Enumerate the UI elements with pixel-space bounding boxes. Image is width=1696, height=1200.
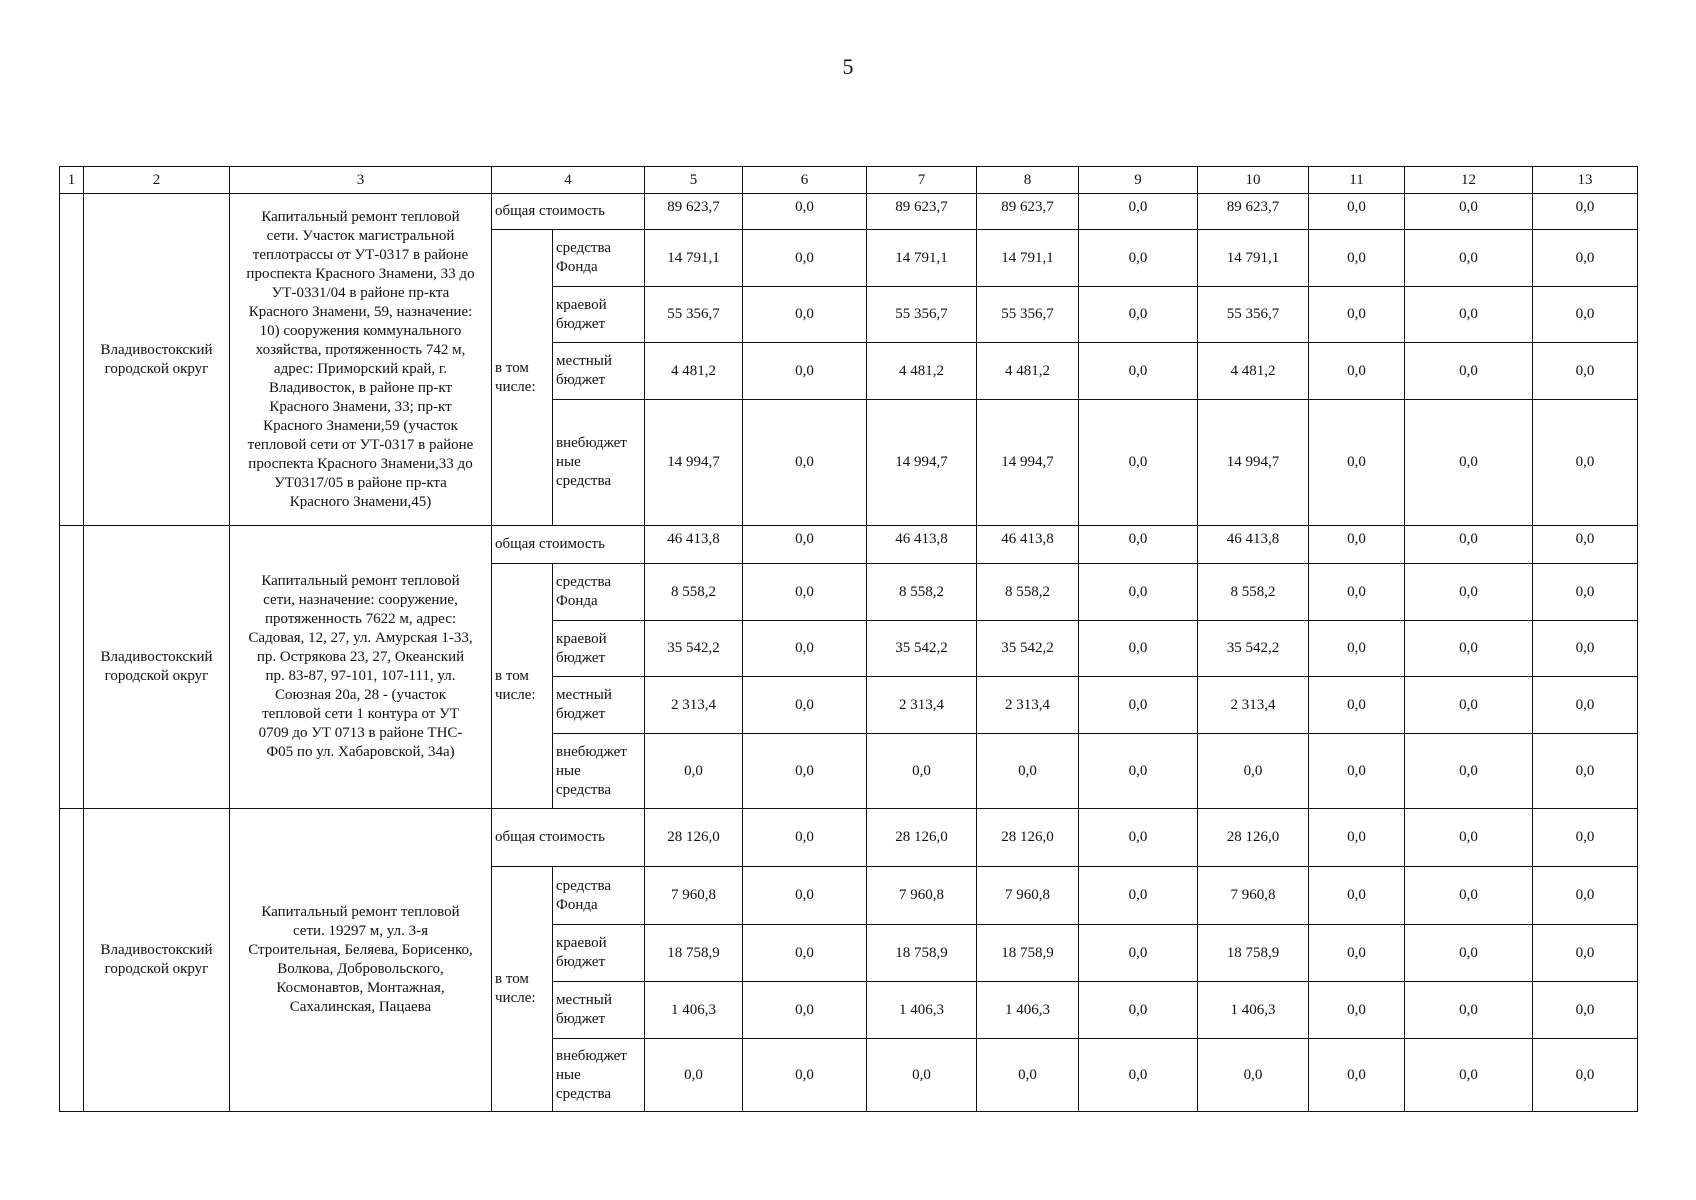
desc-line: Союзная 20а, 28 - (участок (274, 687, 447, 703)
value-cell: 0,0 (645, 1039, 743, 1112)
header-cell: 7 (867, 167, 977, 194)
source-line: средства (556, 877, 612, 894)
region-line: Владивостокский (100, 341, 213, 358)
desc-line: Космонавтов, Монтажная, (276, 980, 445, 996)
desc-line: Ф05 по ул. Хабаровской, 34а) (266, 744, 455, 760)
value-cell: 0,0 (743, 1039, 867, 1112)
value-cell: 0,0 (1309, 526, 1405, 564)
value-cell: 0,0 (743, 982, 867, 1039)
source-regional-label (553, 925, 645, 982)
source-line: средства (556, 240, 612, 256)
header-cell: 9 (1079, 167, 1198, 194)
value-cell: 0,0 (1309, 564, 1405, 621)
value-cell: 89 623,7 (977, 194, 1079, 230)
source-line: ные (556, 1066, 581, 1083)
table-row (60, 809, 1638, 867)
source-extra-label (553, 734, 645, 809)
desc-line: Красного Знамени, 33; пр-кт (269, 398, 452, 415)
value-cell: 8 558,2 (977, 564, 1079, 621)
value-cell: 0,0 (1079, 1039, 1198, 1112)
value-cell: 0,0 (743, 621, 867, 677)
value-cell: 0,0 (1533, 982, 1638, 1039)
value-cell: 0,0 (1079, 677, 1198, 734)
desc-line: Красного Знамени,59 (участок (263, 417, 458, 434)
value-cell: 1 406,3 (977, 982, 1079, 1039)
including-label (492, 564, 553, 809)
source-line: бюджет (556, 706, 606, 722)
source-regional-label (553, 287, 645, 343)
source-line: внебюджет (556, 1047, 627, 1064)
value-cell: 0,0 (1405, 526, 1533, 564)
region-cell (84, 526, 230, 809)
value-cell: 46 413,8 (977, 526, 1079, 564)
value-cell: 0,0 (867, 734, 977, 809)
source-line: средства (556, 473, 612, 489)
value-cell: 0,0 (743, 867, 867, 925)
value-cell: 0,0 (1405, 982, 1533, 1039)
source-line: Фонда (556, 259, 598, 275)
value-cell: 0,0 (1405, 400, 1533, 526)
desc-line: сети. Участок магистральной (266, 227, 455, 244)
including-label (492, 230, 553, 526)
header-cell: 10 (1198, 167, 1309, 194)
value-cell: 0,0 (1079, 982, 1198, 1039)
value-cell: 0,0 (1309, 809, 1405, 867)
header-cell: 4 (492, 167, 645, 194)
desc-line: проспекта Красного Знамени,33 до (248, 455, 473, 472)
total-cost-label: общая стоимость (492, 526, 645, 564)
header-cell: 11 (1309, 167, 1405, 194)
desc-line: Волкова, Добровольского, (277, 961, 444, 977)
value-cell: 4 481,2 (867, 343, 977, 400)
value-cell: 14 791,1 (645, 230, 743, 287)
source-line: бюджет (556, 372, 606, 388)
value-cell: 0,0 (1079, 526, 1198, 564)
value-cell: 0,0 (1079, 621, 1198, 677)
source-line: бюджет (556, 954, 606, 970)
desc-line: протяженность 7622 м, адрес: (264, 611, 457, 627)
desc-line: Садовая, 12, 27, ул. Амурская 1-33, (248, 630, 473, 646)
source-line: внебюджет (556, 743, 627, 760)
value-cell: 0,0 (743, 194, 867, 230)
value-cell: 0,0 (977, 734, 1079, 809)
value-cell: 0,0 (1309, 925, 1405, 982)
value-cell: 55 356,7 (1198, 287, 1309, 343)
value-cell: 0,0 (1079, 194, 1198, 230)
value-cell: 46 413,8 (645, 526, 743, 564)
value-cell: 1 406,3 (867, 982, 977, 1039)
value-cell: 0,0 (1079, 925, 1198, 982)
value-cell: 0,0 (1533, 526, 1638, 564)
header-cell: 3 (230, 167, 492, 194)
including-line: в том (495, 359, 529, 376)
desc-line: адрес: Приморский край, г. (273, 360, 448, 377)
source-line: Фонда (556, 593, 598, 609)
value-cell: 14 791,1 (1198, 230, 1309, 287)
value-cell: 0,0 (1533, 287, 1638, 343)
value-cell: 0,0 (1079, 867, 1198, 925)
value-cell: 18 758,9 (1198, 925, 1309, 982)
source-line: местный (556, 992, 612, 1008)
value-cell: 0,0 (1079, 734, 1198, 809)
value-cell: 14 994,7 (867, 400, 977, 526)
source-local-label (553, 982, 645, 1039)
region-line: городской округ (104, 360, 209, 377)
source-line: бюджет (556, 315, 606, 332)
value-cell: 0,0 (1533, 343, 1638, 400)
value-cell: 0,0 (1309, 194, 1405, 230)
value-cell: 14 791,1 (867, 230, 977, 287)
value-cell: 0,0 (1198, 734, 1309, 809)
value-cell: 7 960,8 (1198, 867, 1309, 925)
desc-line: УТ-0331/04 в районе пр-кта (271, 284, 450, 301)
value-cell: 89 623,7 (1198, 194, 1309, 230)
value-cell: 46 413,8 (867, 526, 977, 564)
desc-line: теплотрассы от УТ-0317 в районе (252, 246, 469, 263)
value-cell: 0,0 (1533, 400, 1638, 526)
value-cell: 1 406,3 (1198, 982, 1309, 1039)
value-cell: 2 313,4 (645, 677, 743, 734)
value-cell: 0,0 (1405, 734, 1533, 809)
total-cost-label: общая стоимость (492, 809, 645, 867)
value-cell: 0,0 (743, 925, 867, 982)
value-cell: 0,0 (743, 400, 867, 526)
desc-line: пр. 83-87, 97-101, 107-111, ул. (265, 668, 456, 684)
total-cost-label: общая стоимость (492, 194, 645, 230)
value-cell: 46 413,8 (1198, 526, 1309, 564)
header-cell: 5 (645, 167, 743, 194)
value-cell: 0,0 (1533, 809, 1638, 867)
value-cell: 1 406,3 (645, 982, 743, 1039)
value-cell: 14 994,7 (977, 400, 1079, 526)
region-line: Владивостокский (100, 942, 213, 958)
value-cell: 89 623,7 (867, 194, 977, 230)
value-cell: 0,0 (1405, 230, 1533, 287)
value-cell: 35 542,2 (977, 621, 1079, 677)
value-cell: 0,0 (1309, 400, 1405, 526)
source-line: ные (556, 762, 581, 779)
desc-line: тепловой сети от УТ-0317 в районе (247, 436, 474, 453)
header-cell: 8 (977, 167, 1079, 194)
value-cell: 89 623,7 (645, 194, 743, 230)
value-cell: 0,0 (1533, 564, 1638, 621)
value-cell: 0,0 (743, 287, 867, 343)
header-cell: 6 (743, 167, 867, 194)
value-cell: 8 558,2 (867, 564, 977, 621)
value-cell: 0,0 (1533, 621, 1638, 677)
value-cell: 2 313,4 (1198, 677, 1309, 734)
value-cell: 0,0 (1405, 564, 1533, 621)
value-cell: 0,0 (1533, 194, 1638, 230)
value-cell: 0,0 (1079, 230, 1198, 287)
value-cell: 0,0 (743, 809, 867, 867)
source-line: бюджет (556, 1011, 606, 1027)
table-row (60, 526, 1638, 564)
value-cell: 28 126,0 (867, 809, 977, 867)
value-cell: 0,0 (1533, 734, 1638, 809)
desc-line: Капитальный ремонт тепловой (261, 208, 460, 225)
desc-line: пр. Острякова 23, 27, Океанский (256, 649, 465, 665)
value-cell: 28 126,0 (645, 809, 743, 867)
value-cell: 0,0 (743, 230, 867, 287)
object-description (230, 809, 492, 1112)
value-cell: 0,0 (1079, 809, 1198, 867)
value-cell: 0,0 (645, 734, 743, 809)
value-cell: 0,0 (1309, 677, 1405, 734)
value-cell: 4 481,2 (1198, 343, 1309, 400)
source-local-label (553, 343, 645, 400)
value-cell: 4 481,2 (645, 343, 743, 400)
source-extra-label (553, 400, 645, 526)
source-line: ные (556, 454, 581, 470)
source-fund-label (553, 230, 645, 287)
value-cell: 0,0 (1533, 867, 1638, 925)
desc-line: Красного Знамени, 59, назначение: (248, 303, 473, 320)
desc-line: Владивосток, в районе пр-кт (268, 379, 453, 396)
source-line: краевой (556, 935, 607, 951)
source-regional-label (553, 621, 645, 677)
value-cell: 18 758,9 (645, 925, 743, 982)
row-number-cell (60, 194, 84, 526)
value-cell: 0,0 (1079, 343, 1198, 400)
value-cell: 0,0 (1533, 1039, 1638, 1112)
value-cell: 0,0 (743, 677, 867, 734)
source-extra-label (553, 1039, 645, 1112)
value-cell: 0,0 (1309, 287, 1405, 343)
desc-line: хозяйства, протяженность 742 м, (255, 341, 466, 358)
including-line: числе: (495, 990, 536, 1006)
region-cell (84, 194, 230, 526)
value-cell: 0,0 (1405, 809, 1533, 867)
value-cell: 2 313,4 (977, 677, 1079, 734)
source-fund-label (553, 564, 645, 621)
value-cell: 0,0 (1309, 230, 1405, 287)
value-cell: 0,0 (1405, 867, 1533, 925)
desc-line: 10) сооружения коммунального (259, 322, 462, 339)
desc-line: сети, назначение: сооружение, (263, 592, 458, 608)
value-cell: 0,0 (1405, 287, 1533, 343)
region-cell (84, 809, 230, 1112)
value-cell: 0,0 (1405, 343, 1533, 400)
including-line: числе: (495, 378, 536, 395)
value-cell: 0,0 (1309, 867, 1405, 925)
source-line: краевой (556, 630, 607, 647)
value-cell: 14 994,7 (1198, 400, 1309, 526)
value-cell: 7 960,8 (977, 867, 1079, 925)
page-number: 5 (842, 54, 854, 79)
including-label (492, 867, 553, 1112)
source-line: средства (556, 574, 612, 590)
value-cell: 2 313,4 (867, 677, 977, 734)
value-cell: 35 542,2 (1198, 621, 1309, 677)
desc-line: Красного Знамени,45) (289, 493, 432, 510)
including-line: в том (495, 668, 529, 684)
value-cell: 0,0 (1405, 1039, 1533, 1112)
source-line: краевой (556, 296, 607, 313)
desc-line: 0709 до УТ 0713 в районе ТНС- (258, 725, 463, 741)
value-cell: 18 758,9 (977, 925, 1079, 982)
value-cell: 7 960,8 (645, 867, 743, 925)
value-cell: 0,0 (1079, 564, 1198, 621)
desc-line: тепловой сети 1 контура от УТ (262, 706, 459, 722)
value-cell: 14 791,1 (977, 230, 1079, 287)
source-local-label (553, 677, 645, 734)
header-cell: 12 (1405, 167, 1533, 194)
value-cell: 0,0 (1405, 925, 1533, 982)
value-cell: 0,0 (1309, 1039, 1405, 1112)
row-number-cell (60, 809, 84, 1112)
header-cell: 2 (84, 167, 230, 194)
value-cell: 35 542,2 (645, 621, 743, 677)
desc-line: Капитальный ремонт тепловой (261, 573, 460, 589)
value-cell: 0,0 (1079, 287, 1198, 343)
value-cell: 0,0 (1309, 982, 1405, 1039)
value-cell: 0,0 (1309, 621, 1405, 677)
desc-line: УТ0317/05 в районе пр-кта (274, 474, 447, 491)
region-line: Владивостокский (100, 649, 213, 665)
object-description (230, 526, 492, 809)
value-cell: 55 356,7 (867, 287, 977, 343)
header-row (60, 167, 1638, 194)
value-cell: 8 558,2 (1198, 564, 1309, 621)
row-number-cell (60, 526, 84, 809)
source-line: местный (556, 687, 612, 703)
budget-table (59, 166, 1638, 1112)
table-row (60, 194, 1638, 230)
source-line: бюджет (556, 649, 606, 666)
source-line: внебюджет (556, 435, 627, 451)
value-cell: 0,0 (1079, 400, 1198, 526)
value-cell: 0,0 (977, 1039, 1079, 1112)
value-cell: 7 960,8 (867, 867, 977, 925)
value-cell: 0,0 (1533, 677, 1638, 734)
object-description (230, 194, 492, 526)
value-cell: 35 542,2 (867, 621, 977, 677)
region-line: городской округ (104, 668, 209, 684)
value-cell: 0,0 (1405, 677, 1533, 734)
value-cell: 0,0 (743, 564, 867, 621)
value-cell: 0,0 (743, 343, 867, 400)
source-fund-label (553, 867, 645, 925)
value-cell: 4 481,2 (977, 343, 1079, 400)
desc-line: Строительная, Беляева, Борисенко, (248, 942, 473, 958)
header-cell: 13 (1533, 167, 1638, 194)
value-cell: 18 758,9 (867, 925, 977, 982)
desc-line: сети. 19297 м, ул. 3-я (292, 923, 429, 939)
value-cell: 55 356,7 (977, 287, 1079, 343)
value-cell: 0,0 (1198, 1039, 1309, 1112)
value-cell: 55 356,7 (645, 287, 743, 343)
desc-line: Капитальный ремонт тепловой (261, 904, 460, 920)
desc-line: Сахалинская, Пацаева (289, 999, 432, 1015)
header-cell: 1 (60, 167, 84, 194)
source-line: Фонда (556, 896, 598, 913)
value-cell: 28 126,0 (1198, 809, 1309, 867)
including-line: числе: (495, 687, 536, 703)
region-line: городской округ (104, 961, 209, 977)
source-line: средства (556, 781, 612, 798)
value-cell: 14 994,7 (645, 400, 743, 526)
value-cell: 0,0 (1405, 621, 1533, 677)
value-cell: 0,0 (1309, 734, 1405, 809)
value-cell: 0,0 (1533, 230, 1638, 287)
value-cell: 28 126,0 (977, 809, 1079, 867)
source-line: местный (556, 353, 612, 369)
desc-line: проспекта Красного Знамени, 33 до (246, 265, 475, 282)
value-cell: 0,0 (743, 734, 867, 809)
value-cell: 0,0 (1533, 925, 1638, 982)
source-line: средства (556, 1085, 612, 1102)
value-cell: 0,0 (1309, 343, 1405, 400)
including-line: в том (495, 971, 529, 987)
value-cell: 0,0 (867, 1039, 977, 1112)
value-cell: 8 558,2 (645, 564, 743, 621)
value-cell: 0,0 (743, 526, 867, 564)
value-cell: 0,0 (1405, 194, 1533, 230)
